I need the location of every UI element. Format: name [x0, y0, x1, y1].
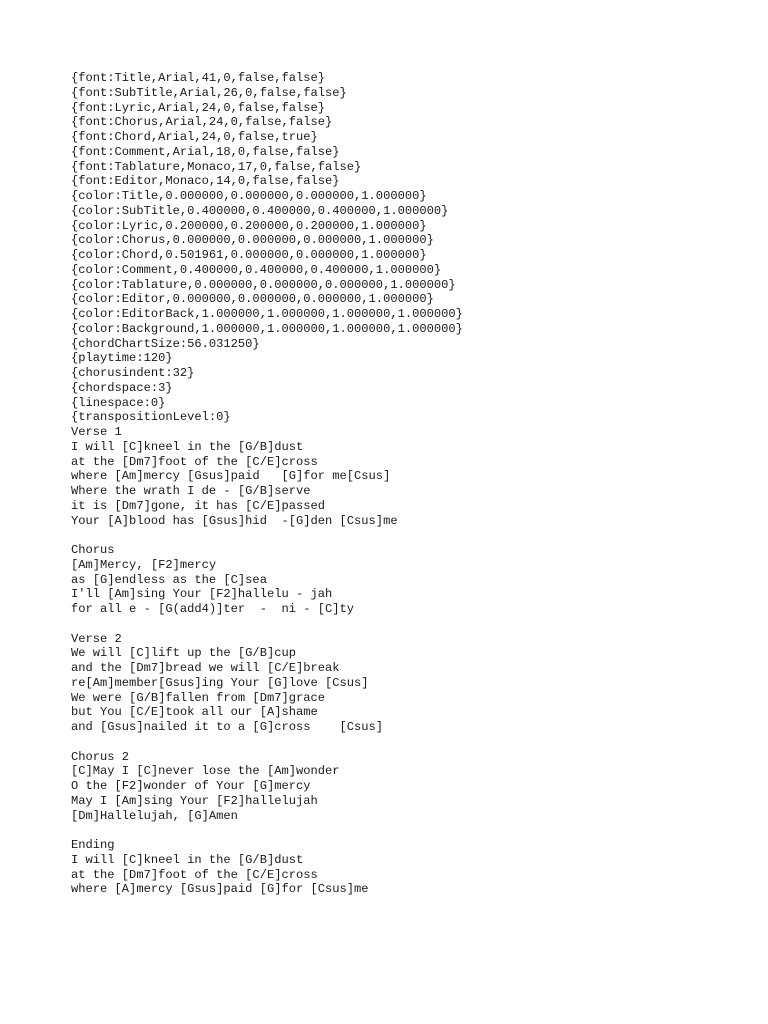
text-line: {chordChartSize:56.031250} [71, 336, 260, 351]
text-line: {color:Editor,0.000000,0.000000,0.000000,1.000000} [71, 292, 434, 307]
text-line: but You [C/E]took all our [A]shame [71, 705, 318, 720]
text-line: {color:Background,1.000000,1.000000,1.000000,1.000000} [71, 321, 463, 336]
text-line: {font:Comment,Arial,18,0,false,false} [71, 144, 340, 159]
text-line: {color:Chorus,0.000000,0.000000,0.000000,1.000000} [71, 233, 434, 248]
blank-line [71, 823, 748, 838]
chordpro-text-document [71, 71, 748, 897]
text-line: {color:EditorBack,1.000000,1.000000,1.000000,1.000000} [71, 307, 463, 321]
text-line: Ending [71, 838, 115, 852]
text-line: {font:Lyric,Arial,24,0,false,false} [71, 100, 326, 115]
text-line: May I [Am]sing Your [F2]hallelujah [71, 793, 318, 808]
text-line: {font:Title,Arial,41,0,false,false} [71, 71, 326, 85]
blank-line [71, 735, 748, 750]
text-line: O the [F2]wonder of Your [G]mercy [71, 779, 311, 793]
text-line: {playtime:120} [71, 351, 173, 366]
text-line: and [Gsus]nailed it to a [G]cross [Csus] [71, 720, 384, 734]
text-line: {font:Chord,Arial,24,0,false,true} [71, 130, 318, 144]
text-line: where [A]mercy [Gsus]paid [G]for [Csus]me [71, 882, 369, 897]
blank-line [71, 528, 748, 543]
text-line: Chorus 2 [71, 749, 130, 764]
text-line: I will [C]kneel in the [G/B]dust [71, 439, 304, 454]
text-line: {chordspace:3} [71, 380, 173, 395]
text-line: Where the wrath I de - [G/B]serve [71, 484, 311, 498]
text-line: Verse 2 [71, 631, 122, 646]
text-line: {font:Chorus,Arial,24,0,false,false} [71, 115, 333, 130]
text-line: where [Am]mercy [Gsus]paid [G]for me[Csus] [71, 469, 391, 484]
text-line: Verse 1 [71, 425, 122, 439]
text-line: [Am]Mercy, [F2]mercy [71, 557, 217, 572]
text-line: {font:Editor,Monaco,14,0,false,false} [71, 174, 340, 189]
text-line: {linespace:0} [71, 395, 166, 410]
text-line: for all e - [G(add4)]ter - ni - [C]ty [71, 602, 355, 616]
text-line: {color:Title,0.000000,0.000000,0.000000,1.000000} [71, 189, 427, 203]
text-line: and the [Dm7]bread we will [C/E]break [71, 661, 340, 675]
text-line: as [G]endless as the [C]sea [71, 572, 267, 587]
text-line: at the [Dm7]foot of the [C/E]cross [71, 454, 318, 469]
text-line: [Dm]Hallelujah, [G]Amen [71, 808, 238, 823]
text-line: {color:SubTitle,0.400000,0.400000,0.400000,1.000000} [71, 203, 449, 218]
text-line: re[Am]member[Gsus]ing Your [G]love [Csus] [71, 675, 369, 690]
text-line: I will [C]kneel in the [G/B]dust [71, 852, 304, 867]
text-line: {color:Comment,0.400000,0.400000,0.400000,1.000000} [71, 262, 442, 277]
text-line: at the [Dm7]foot of the [C/E]cross [71, 867, 318, 882]
text-line: Chorus [71, 543, 115, 557]
text-line: {font:Tablature,Monaco,17,0,false,false} [71, 159, 362, 174]
text-line: I'll [Am]sing Your [F2]hallelu - jah [71, 587, 333, 602]
text-line: {color:Tablature,0.000000,0.000000,0.000000,1.000000} [71, 277, 456, 292]
blank-line [71, 617, 748, 632]
text-line: {font:SubTitle,Arial,26,0,false,false} [71, 85, 347, 100]
text-line: [C]May I [C]never lose the [Am]wonder [71, 764, 340, 779]
text-line: Your [A]blood has [Gsus]hid -[G]den [Csus]me [71, 513, 398, 528]
text-line: {color:Lyric,0.200000,0.200000,0.200000,1.000000} [71, 218, 427, 233]
text-line: We will [C]lift up the [G/B]cup [71, 646, 296, 661]
text-line: {chorusindent:32} [71, 366, 195, 380]
text-line: {transpositionLevel:0} [71, 410, 231, 425]
text-line: {color:Chord,0.501961,0.000000,0.000000,1.000000} [71, 248, 427, 262]
text-line: it is [Dm7]gone, it has [C/E]passed [71, 498, 326, 513]
text-line: We were [G/B]fallen from [Dm7]grace [71, 690, 326, 705]
